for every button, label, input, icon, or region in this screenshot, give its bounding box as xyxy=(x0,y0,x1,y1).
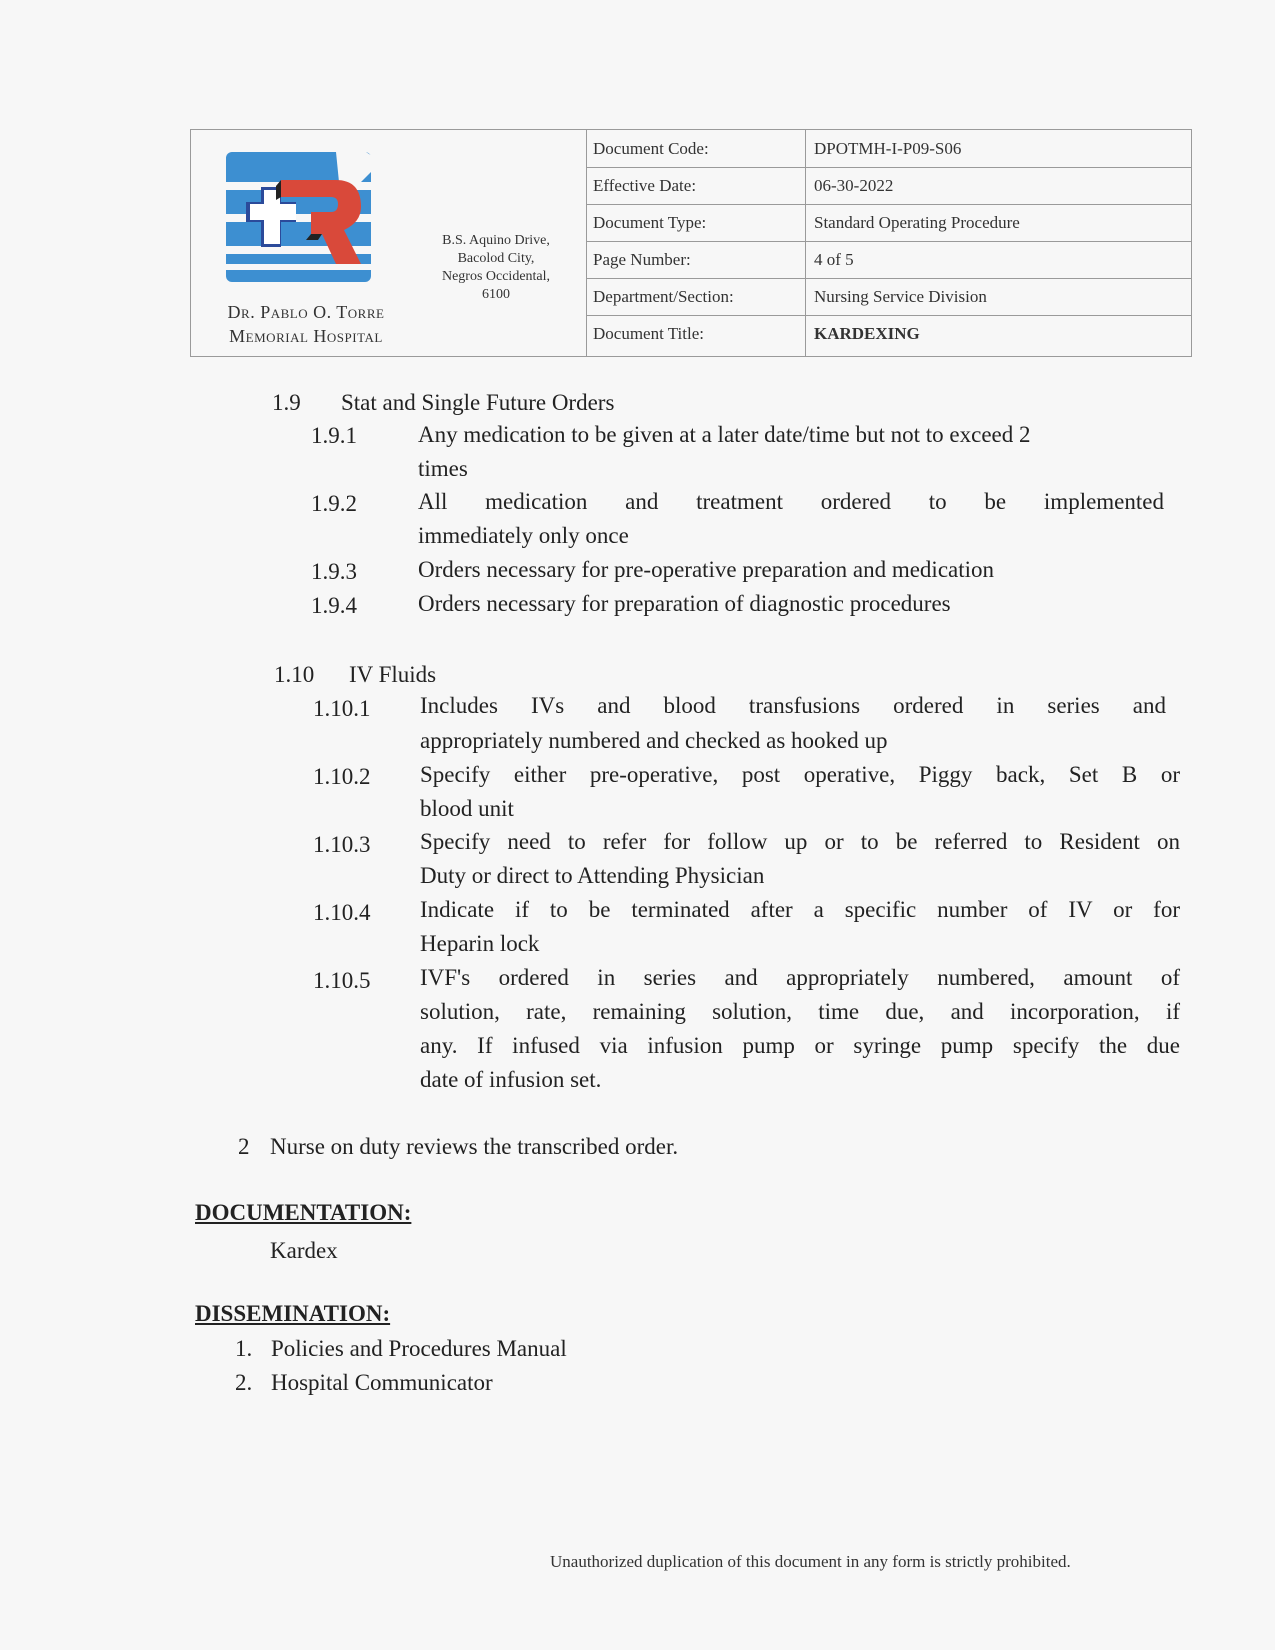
hospital-logo-icon xyxy=(226,152,381,284)
step-number: 2 xyxy=(238,1134,250,1159)
item-number: 1.10.4 xyxy=(313,900,371,925)
address-line: B.S. Aquino Drive, xyxy=(442,233,550,248)
section-number: 1.9 xyxy=(272,390,301,415)
meta-row-document-type xyxy=(586,204,1191,242)
item-text: solution, rate, remaining solution, time due, and incorporation, if xyxy=(420,999,1180,1024)
item-text: All medication and treatment ordered to be implemented xyxy=(418,489,1164,514)
address-line: Negros Occidental, xyxy=(441,269,551,284)
meta-row-document-code xyxy=(586,130,1191,168)
item-number: 1.9.3 xyxy=(311,559,357,584)
item-text: IVF's ordered in series and appropriately numbered, amount of xyxy=(420,965,1180,990)
item-text: Heparin lock xyxy=(420,931,540,956)
meta-row-document-title xyxy=(586,315,1191,356)
dissemination-number: 1. xyxy=(235,1336,253,1361)
section-title: Stat and Single Future Orders xyxy=(341,390,615,415)
meta-value: 06-30-2022 xyxy=(814,176,894,195)
hospital-name xyxy=(196,300,416,348)
item-number: 1.10.1 xyxy=(313,696,371,721)
meta-row-effective-date xyxy=(586,167,1191,205)
meta-value: Standard Operating Procedure xyxy=(814,213,1020,232)
meta-label: Document Title: xyxy=(593,324,704,343)
meta-value: 4 of 5 xyxy=(814,250,854,269)
item-number: 1.9.4 xyxy=(311,593,357,618)
meta-row-department xyxy=(586,278,1191,316)
item-number: 1.10.3 xyxy=(313,832,371,857)
document-title: KARDEXING xyxy=(814,324,920,343)
item-text: times xyxy=(418,456,468,481)
item-text: Indicate if to be terminated after a specific number of IV or for xyxy=(420,897,1180,922)
dissemination-item: Hospital Communicator xyxy=(271,1370,493,1395)
meta-value: Nursing Service Division xyxy=(814,287,987,306)
documentation-item: Kardex xyxy=(270,1238,338,1263)
meta-row-page-number xyxy=(586,241,1191,279)
item-number: 1.10.5 xyxy=(313,968,371,993)
item-text: blood unit xyxy=(420,796,514,821)
item-text: Specify either pre-operative, post operative, Piggy back, Set B or xyxy=(420,762,1180,787)
item-text: immediately only once xyxy=(418,523,629,548)
dissemination-heading: DISSEMINATION: xyxy=(195,1301,391,1326)
hospital-name-line1: Dr. Pablo O. Torre xyxy=(227,302,385,322)
meta-value: DPOTMH-I-P09-S06 xyxy=(814,139,962,158)
hospital-address xyxy=(416,232,576,304)
step-text: Nurse on duty reviews the transcribed order. xyxy=(270,1134,679,1159)
section-number: 1.10 xyxy=(274,662,315,687)
dissemination-item: Policies and Procedures Manual xyxy=(271,1336,567,1361)
item-text: Specify need to refer for follow up or to be referred to Resident on xyxy=(420,829,1180,854)
meta-label: Effective Date: xyxy=(593,176,697,195)
hospital-name-line2: Memorial Hospital xyxy=(229,326,383,346)
item-number: 1.9.1 xyxy=(311,423,357,448)
item-number: 1.9.2 xyxy=(311,491,357,516)
meta-label: Page Number: xyxy=(593,250,691,269)
item-text: Orders necessary for pre-operative preparation and medication xyxy=(418,557,995,582)
address-line: Bacolod City, xyxy=(457,251,535,266)
section-title: IV Fluids xyxy=(349,662,437,687)
document-meta-table xyxy=(586,130,1191,356)
logo-cell xyxy=(191,130,587,356)
meta-label: Document Type: xyxy=(593,213,707,232)
address-line: 6100 xyxy=(482,287,510,302)
item-text: Orders necessary for preparation of diagnostic procedures xyxy=(418,591,951,616)
dissemination-number: 2. xyxy=(235,1370,253,1395)
item-text: appropriately numbered and checked as hooked up xyxy=(420,728,888,753)
document-header xyxy=(190,129,1192,357)
meta-label: Department/Section: xyxy=(593,287,734,306)
documentation-heading: DOCUMENTATION: xyxy=(195,1200,412,1225)
item-number: 1.10.2 xyxy=(313,764,371,789)
item-text: Includes IVs and blood transfusions ordered in series and xyxy=(420,693,1166,718)
item-text: Duty or direct to Attending Physician xyxy=(420,863,765,888)
item-text: date of infusion set. xyxy=(420,1067,602,1092)
footer-notice: Unauthorized duplication of this document in any form is strictly prohibited. xyxy=(550,1552,1071,1571)
item-text: any. If infused via infusion pump or syringe pump specify the due xyxy=(420,1033,1180,1058)
meta-label: Document Code: xyxy=(593,139,709,158)
item-text: Any medication to be given at a later date/time but not to exceed 2 xyxy=(418,422,1031,447)
